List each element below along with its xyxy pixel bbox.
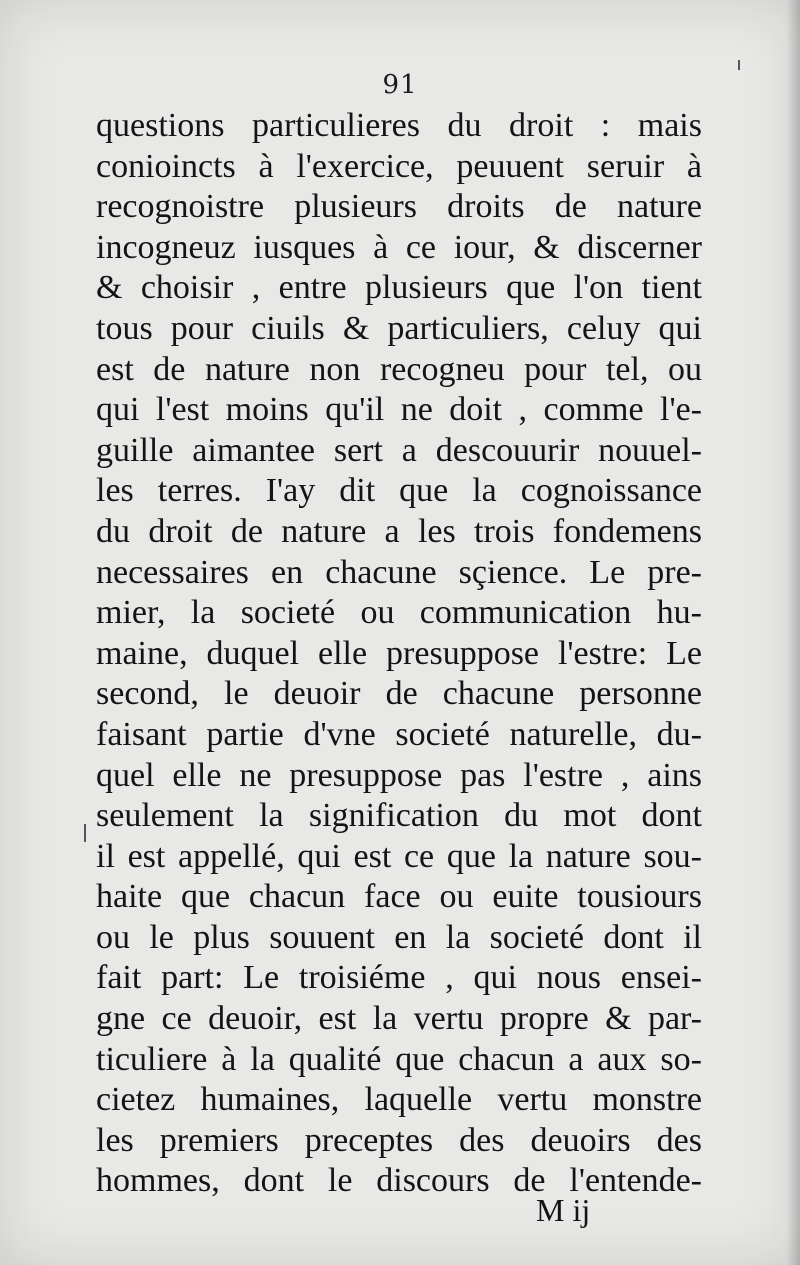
text-line: qui l'est moins qu'il ne doit , comme l'e- — [96, 391, 702, 429]
text-line: il est appellé, qui est ce que la nature sou- — [96, 837, 702, 875]
text-line: mier, la societé ou communication hu- — [96, 594, 702, 632]
text-line: seulement la signification du mot dont — [96, 797, 702, 835]
text-line: questions particulieres du droit : mais — [96, 107, 702, 144]
text-line: cietez humaines, laquelle vertu monstre — [96, 1081, 702, 1119]
text-line: est de nature non recogneu pour tel, ou — [96, 350, 702, 388]
text-line: fait part: Le troisiéme , qui nous ensei- — [96, 959, 702, 997]
text-line: incogneuz iusques à ce iour, & discerner — [96, 228, 702, 266]
text-line: haite que chacun face ou euite tousiours — [96, 878, 702, 916]
signature-mark: M ij — [536, 1192, 591, 1228]
text-line: les terres. I'ay dit que la cognoissance — [96, 472, 702, 510]
text-line: ou le plus souuent en la societé dont il — [96, 918, 702, 956]
text-line: hommes, dont le discours de l'entende- — [96, 1162, 702, 1200]
text-line: ticuliere à la qualité que chacun a aux so- — [96, 1040, 702, 1078]
text-line: guille aimantee sert a descouurir nouuel- — [96, 431, 702, 469]
text-line: second, le deuoir de chacune personne — [96, 675, 702, 713]
text-line: necessaires en chacune sçience. Le pre- — [96, 553, 702, 591]
text-line: les premiers preceptes des deuoirs des — [96, 1121, 702, 1159]
margin-mark — [738, 60, 740, 70]
text-line: faisant partie d'vne societé naturelle, du- — [96, 715, 702, 753]
text-line: conioincts à l'exercice, peuuent seruir à — [96, 147, 702, 185]
text-line: maine, duquel elle presuppose l'estre: Le — [96, 634, 702, 672]
text-line: gne ce deuoir, est la vertu propre & par- — [96, 1000, 702, 1038]
margin-mark — [84, 824, 86, 842]
text-line: recognoistre plusieurs droits de nature — [96, 188, 702, 226]
text-line: quel elle ne presuppose pas l'estre , ains — [96, 756, 702, 794]
text-line: tous pour ciuils & particuliers, celuy qui — [96, 309, 702, 347]
body-text — [96, 106, 702, 1202]
page-edge-shadow — [786, 0, 800, 1265]
text-line: du droit de nature a les trois fondemens — [96, 512, 702, 550]
page-number: 91 — [382, 70, 418, 100]
text-line: & choisir , entre plusieurs que l'on tient — [96, 269, 702, 307]
